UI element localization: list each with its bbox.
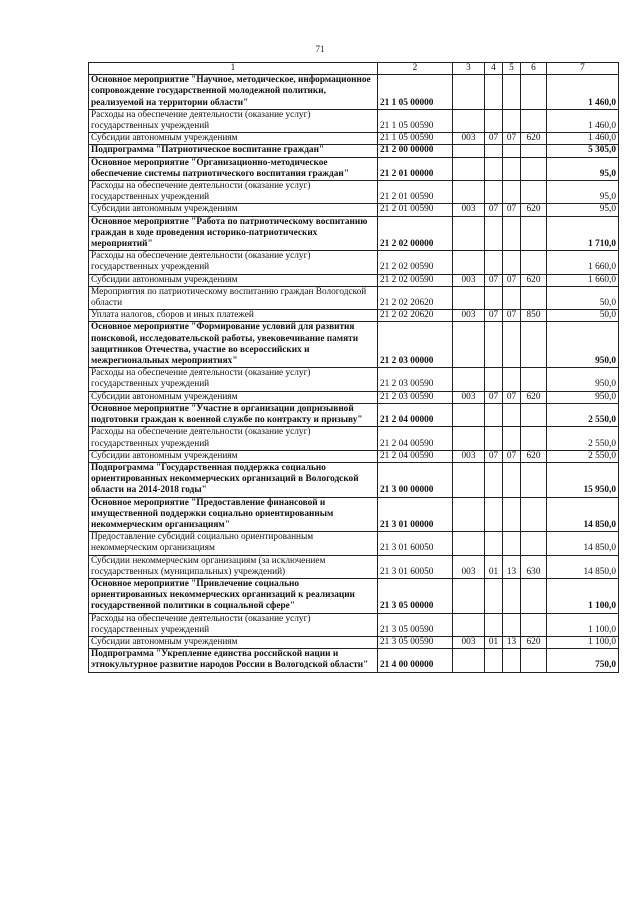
item-name-cell: Субсидии автономным учреждениям [89, 391, 378, 403]
table-row [89, 403, 619, 426]
expense-type-cell [521, 181, 547, 204]
expense-type-cell [521, 578, 547, 613]
amount-cell: 950,0 [547, 368, 619, 391]
table-row [89, 450, 619, 462]
subsection-code-cell: 07 [503, 310, 521, 322]
table-row [89, 497, 619, 532]
subsection-code-cell: 07 [503, 450, 521, 462]
header-cell: 2 [378, 63, 453, 75]
subsection-code-cell [503, 157, 521, 180]
amount-cell: 14 850,0 [547, 497, 619, 532]
amount-cell: 1 460,0 [547, 109, 619, 132]
section-code-cell [485, 181, 503, 204]
section-code-cell [485, 216, 503, 251]
expense-type-cell [521, 649, 547, 672]
amount-cell: 1 660,0 [547, 251, 619, 274]
target-code-cell: 21 2 02 00590 [378, 274, 453, 286]
amount-cell: 950,0 [547, 322, 619, 368]
section-code-cell [485, 157, 503, 180]
expense-type-cell: 850 [521, 310, 547, 322]
item-name-cell: Субсидии автономным учреждениям [89, 450, 378, 462]
section-code-cell: 07 [485, 274, 503, 286]
item-name-cell: Расходы на обеспечение деятельности (оказание услуг) государственных учреждений [89, 181, 378, 204]
table-row [89, 391, 619, 403]
ministry-code-cell [453, 251, 485, 274]
target-code-cell: 21 2 04 00000 [378, 403, 453, 426]
amount-cell: 750,0 [547, 649, 619, 672]
subsection-code-cell [503, 181, 521, 204]
subsection-code-cell: 07 [503, 133, 521, 145]
section-code-cell [485, 75, 503, 110]
expense-type-cell: 620 [521, 133, 547, 145]
table-row [89, 462, 619, 497]
target-code-cell: 21 2 02 20620 [378, 286, 453, 309]
section-code-cell [485, 578, 503, 613]
item-name-cell: Основное мероприятие "Участие в организации допризывной подготовки граждан к военной службе по контракту и призыву" [89, 403, 378, 426]
header-cell: 6 [521, 63, 547, 75]
item-name-cell: Расходы на обеспечение деятельности (оказание услуг) государственных учреждений [89, 613, 378, 636]
item-name-cell: Расходы на обеспечение деятельности (оказание услуг) государственных учреждений [89, 251, 378, 274]
table-row [89, 274, 619, 286]
section-code-cell [485, 532, 503, 555]
ministry-code-cell [453, 427, 485, 450]
amount-cell: 50,0 [547, 286, 619, 309]
table-row [89, 286, 619, 309]
table-row [89, 427, 619, 450]
ministry-code-cell [453, 532, 485, 555]
item-name-cell: Субсидии автономным учреждениям [89, 636, 378, 648]
header-cell: 5 [503, 63, 521, 75]
expense-type-cell [521, 145, 547, 157]
subsection-code-cell [503, 251, 521, 274]
target-code-cell: 21 3 05 00590 [378, 613, 453, 636]
section-code-cell [485, 497, 503, 532]
amount-cell: 1 100,0 [547, 636, 619, 648]
table-body [89, 63, 619, 673]
table-row [89, 204, 619, 216]
target-code-cell: 21 2 01 00590 [378, 181, 453, 204]
subsection-code-cell [503, 578, 521, 613]
expense-type-cell: 620 [521, 636, 547, 648]
item-name-cell: Субсидии автономным учреждениям [89, 133, 378, 145]
table-row [89, 157, 619, 180]
item-name-cell: Основное мероприятие "Научное, методическое, информационное сопровождение государственной молодежной политики, реализуемой на территории области" [89, 75, 378, 110]
subsection-code-cell [503, 322, 521, 368]
item-name-cell: Основное мероприятие "Формирование условий для развития поисковой, исследовательской работы, увековечивание памяти защитников Отечества, участие во всероссийских и межрегиональных мероприятиях" [89, 322, 378, 368]
table-row [89, 322, 619, 368]
table-row [89, 578, 619, 613]
ministry-code-cell [453, 109, 485, 132]
expense-type-cell [521, 403, 547, 426]
expense-type-cell [521, 497, 547, 532]
item-name-cell: Субсидии некоммерческим организациям (за исключением государственных (муниципальных) учреждений) [89, 555, 378, 578]
expense-type-cell [521, 216, 547, 251]
amount-cell: 2 550,0 [547, 450, 619, 462]
target-code-cell: 21 3 01 60050 [378, 532, 453, 555]
target-code-cell: 21 2 03 00590 [378, 391, 453, 403]
amount-cell: 2 550,0 [547, 403, 619, 426]
subsection-code-cell [503, 109, 521, 132]
subsection-code-cell [503, 462, 521, 497]
target-code-cell: 21 4 00 00000 [378, 649, 453, 672]
target-code-cell: 21 3 05 00000 [378, 578, 453, 613]
table-row [89, 649, 619, 672]
item-name-cell: Основное мероприятие "Работа по патриотическому воспитанию граждан в ходе проведения историко-патриотических мероприятий" [89, 216, 378, 251]
section-code-cell [485, 427, 503, 450]
section-code-cell [485, 286, 503, 309]
subsection-code-cell [503, 286, 521, 309]
target-code-cell: 21 1 05 00000 [378, 75, 453, 110]
expense-type-cell: 620 [521, 450, 547, 462]
ministry-code-cell [453, 462, 485, 497]
ministry-code-cell [453, 613, 485, 636]
table-row [89, 310, 619, 322]
target-code-cell: 21 2 03 00590 [378, 368, 453, 391]
target-code-cell: 21 2 04 00590 [378, 450, 453, 462]
table-row [89, 109, 619, 132]
section-code-cell: 01 [485, 555, 503, 578]
target-code-cell: 21 2 02 00000 [378, 216, 453, 251]
ministry-code-cell [453, 578, 485, 613]
subsection-code-cell [503, 427, 521, 450]
ministry-code-cell [453, 157, 485, 180]
header-cell: 7 [547, 63, 619, 75]
table-row [89, 636, 619, 648]
section-code-cell: 07 [485, 450, 503, 462]
item-name-cell: Субсидии автономным учреждениям [89, 274, 378, 286]
item-name-cell: Основное мероприятие "Привлечение социально ориентированных некоммерческих организаций к реализации государственной политики в социальной сфере" [89, 578, 378, 613]
amount-cell: 5 305,0 [547, 145, 619, 157]
amount-cell: 950,0 [547, 391, 619, 403]
amount-cell: 95,0 [547, 181, 619, 204]
header-cell: 4 [485, 63, 503, 75]
amount-cell: 95,0 [547, 157, 619, 180]
expense-type-cell [521, 532, 547, 555]
section-code-cell [485, 251, 503, 274]
table-row [89, 555, 619, 578]
amount-cell: 1 460,0 [547, 75, 619, 110]
expense-type-cell: 620 [521, 391, 547, 403]
subsection-code-cell: 07 [503, 391, 521, 403]
target-code-cell: 21 2 02 20620 [378, 310, 453, 322]
ministry-code-cell [453, 75, 485, 110]
table-row [89, 216, 619, 251]
item-name-cell: Субсидии автономным учреждениям [89, 204, 378, 216]
subsection-code-cell [503, 216, 521, 251]
amount-cell: 15 950,0 [547, 462, 619, 497]
section-code-cell [485, 145, 503, 157]
ministry-code-cell [453, 216, 485, 251]
target-code-cell: 21 2 01 00590 [378, 204, 453, 216]
ministry-code-cell: 003 [453, 391, 485, 403]
subsection-code-cell [503, 75, 521, 110]
item-name-cell: Расходы на обеспечение деятельности (оказание услуг) государственных учреждений [89, 368, 378, 391]
ministry-code-cell [453, 403, 485, 426]
section-code-cell [485, 109, 503, 132]
ministry-code-cell: 003 [453, 274, 485, 286]
table-row [89, 368, 619, 391]
item-name-cell: Расходы на обеспечение деятельности (оказание услуг) государственных учреждений [89, 427, 378, 450]
amount-cell: 95,0 [547, 204, 619, 216]
subsection-code-cell [503, 497, 521, 532]
subsection-code-cell [503, 403, 521, 426]
section-code-cell: 07 [485, 310, 503, 322]
table-row [89, 133, 619, 145]
target-code-cell: 21 2 01 00000 [378, 157, 453, 180]
ministry-code-cell [453, 497, 485, 532]
item-name-cell: Расходы на обеспечение деятельности (оказание услуг) государственных учреждений [89, 109, 378, 132]
expense-type-cell [521, 613, 547, 636]
ministry-code-cell: 003 [453, 636, 485, 648]
item-name-cell: Предоставление субсидий социально ориентированным некоммерческим организациям [89, 532, 378, 555]
header-cell: 1 [89, 63, 378, 75]
expense-type-cell: 630 [521, 555, 547, 578]
amount-cell: 1 710,0 [547, 216, 619, 251]
expense-type-cell [521, 251, 547, 274]
ministry-code-cell [453, 322, 485, 368]
subsection-code-cell [503, 368, 521, 391]
target-code-cell: 21 1 05 00590 [378, 109, 453, 132]
expense-type-cell [521, 157, 547, 180]
item-name-cell: Подпрограмма "Укрепление единства российской нации и этнокультурное развитие народов России в Вологодской области" [89, 649, 378, 672]
section-code-cell [485, 403, 503, 426]
section-code-cell: 07 [485, 133, 503, 145]
expense-type-cell: 620 [521, 274, 547, 286]
expense-type-cell [521, 322, 547, 368]
item-name-cell: Основное мероприятие "Организационно-методическое обеспечение системы патриотического воспитания граждан" [89, 157, 378, 180]
target-code-cell: 21 1 05 00590 [378, 133, 453, 145]
amount-cell: 14 850,0 [547, 532, 619, 555]
amount-cell: 1 660,0 [547, 274, 619, 286]
table-header-row [89, 63, 619, 75]
amount-cell: 50,0 [547, 310, 619, 322]
table-row [89, 613, 619, 636]
target-code-cell: 21 3 00 00000 [378, 462, 453, 497]
subsection-code-cell: 07 [503, 274, 521, 286]
section-code-cell: 01 [485, 636, 503, 648]
ministry-code-cell: 003 [453, 450, 485, 462]
ministry-code-cell: 003 [453, 310, 485, 322]
ministry-code-cell [453, 286, 485, 309]
subsection-code-cell [503, 649, 521, 672]
subsection-code-cell [503, 613, 521, 636]
expense-type-cell [521, 286, 547, 309]
item-name-cell: Основное мероприятие "Предоставление финансовой и имущественной поддержки социально ориентированным некоммерческим организациям" [89, 497, 378, 532]
section-code-cell [485, 613, 503, 636]
section-code-cell [485, 462, 503, 497]
expense-type-cell [521, 427, 547, 450]
amount-cell: 1 100,0 [547, 613, 619, 636]
expense-type-cell [521, 368, 547, 391]
ministry-code-cell [453, 368, 485, 391]
ministry-code-cell: 003 [453, 204, 485, 216]
table-row [89, 181, 619, 204]
ministry-code-cell: 003 [453, 133, 485, 145]
target-code-cell: 21 3 01 00000 [378, 497, 453, 532]
target-code-cell: 21 2 00 00000 [378, 145, 453, 157]
table-row [89, 145, 619, 157]
ministry-code-cell [453, 649, 485, 672]
target-code-cell: 21 2 02 00590 [378, 251, 453, 274]
amount-cell: 1 100,0 [547, 578, 619, 613]
expense-type-cell [521, 75, 547, 110]
subsection-code-cell [503, 532, 521, 555]
section-code-cell [485, 649, 503, 672]
subsection-code-cell [503, 145, 521, 157]
target-code-cell: 21 2 04 00590 [378, 427, 453, 450]
item-name-cell: Подпрограмма "Патриотическое воспитание граждан" [89, 145, 378, 157]
table-row [89, 532, 619, 555]
header-cell: 3 [453, 63, 485, 75]
subsection-code-cell: 13 [503, 555, 521, 578]
amount-cell: 1 460,0 [547, 133, 619, 145]
item-name-cell: Мероприятия по патриотическому воспитанию граждан Вологодской области [89, 286, 378, 309]
page-number: 71 [315, 44, 325, 54]
ministry-code-cell: 003 [453, 555, 485, 578]
section-code-cell [485, 368, 503, 391]
target-code-cell: 21 3 01 60050 [378, 555, 453, 578]
ministry-code-cell [453, 145, 485, 157]
item-name-cell: Подпрограмма "Государственная поддержка социально ориентированных некоммерческих организаций в Вологодской области на 2014-2018 годы" [89, 462, 378, 497]
section-code-cell: 07 [485, 391, 503, 403]
table-row [89, 75, 619, 110]
ministry-code-cell [453, 181, 485, 204]
expense-type-cell [521, 462, 547, 497]
expense-type-cell [521, 109, 547, 132]
amount-cell: 14 850,0 [547, 555, 619, 578]
budget-table [88, 62, 619, 673]
expense-type-cell: 620 [521, 204, 547, 216]
section-code-cell [485, 322, 503, 368]
item-name-cell: Уплата налогов, сборов и иных платежей [89, 310, 378, 322]
section-code-cell: 07 [485, 204, 503, 216]
subsection-code-cell: 13 [503, 636, 521, 648]
target-code-cell: 21 2 03 00000 [378, 322, 453, 368]
amount-cell: 2 550,0 [547, 427, 619, 450]
subsection-code-cell: 07 [503, 204, 521, 216]
table-row [89, 251, 619, 274]
target-code-cell: 21 3 05 00590 [378, 636, 453, 648]
